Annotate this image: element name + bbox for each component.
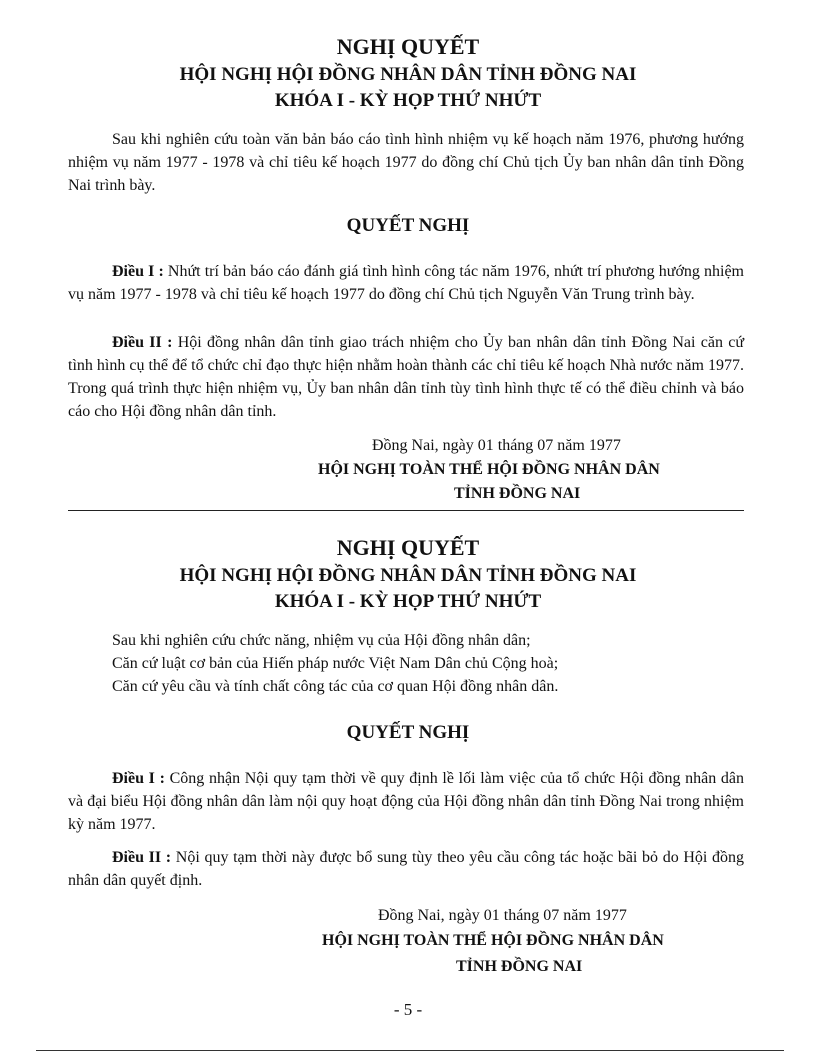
resolution-2-subtitle-session: KHÓA I - KỲ HỌP THỨ NHỨT: [274, 591, 542, 612]
resolution-2-signatory: HỘI NGHỊ TOÀN THỂ HỘI ĐỒNG NHÂN DÂN: [322, 932, 664, 949]
resolution-2-title: NGHỊ QUYẾT: [336, 535, 480, 560]
resolution-1-article-1: Điều I : Nhứt trí bản báo cáo đánh giá tình hình công tác năm 1976, nhứt trí phương hướng nhiệm vụ năm 1977 - 1978 và chỉ tiêu kế hoạch 1977 do đồng chí Chủ tịch Nguyễn Văn Trung trình bày.: [68, 263, 745, 303]
resolution-1-article-2: Điều II : Hội đồng nhân dân tỉnh giao trách nhiệm cho Ủy ban nhân dân tỉnh Đồng Nai căn cứ tình hình cụ thể để tổ chức chỉ đạo thực hiện nhằm hoàn thành các chỉ tiêu kế hoạch Nhà nước năm 1977. Trong quá trình thực hiện nhiệm vụ, Ủy ban nhân dân tỉnh tùy tình hình thực tế có thể điều chỉnh và báo cáo cho Hội đồng nhân dân tỉnh.: [68, 334, 745, 420]
resolution-1-signatory: HỘI NGHỊ TOÀN THỂ HỘI ĐỒNG NHÂN DÂN: [318, 461, 660, 478]
resolution-2-decide-heading: QUYẾT NGHỊ: [346, 722, 470, 743]
resolution-1-signatory-province: TỈNH ĐỒNG NAI: [454, 485, 581, 502]
resolution-2-basis-1: Sau khi nghiên cứu chức năng, nhiệm vụ của Hội đồng nhân dân;: [112, 632, 531, 649]
article-label: Điều I :: [112, 263, 164, 280]
article-label: Điều I :: [112, 770, 165, 787]
resolution-1-intro: Sau khi nghiên cứu toàn văn bản báo cáo tình hình nhiệm vụ kế hoạch năm 1976, phương hướng nhiệm vụ năm 1977 - 1978 và chỉ tiêu kế hoạch 1977 do đồng chí Chủ tịch Ủy ban nhân dân tỉnh Đồng Nai trình bày.: [68, 131, 744, 194]
resolution-2-signatory-province: TỈNH ĐỒNG NAI: [456, 958, 583, 975]
resolution-1-decide-heading: QUYẾT NGHỊ: [346, 215, 470, 236]
section-divider: [68, 510, 744, 511]
resolution-1-subtitle-council: HỘI NGHỊ HỘI ĐỒNG NHÂN DÂN TỈNH ĐỒNG NAI: [179, 64, 637, 85]
resolution-1-subtitle-session: KHÓA I - KỲ HỌP THỨ NHỨT: [274, 90, 542, 111]
article-label: Điều II :: [112, 849, 172, 866]
resolution-2-basis-2: Căn cứ luật cơ bản của Hiến pháp nước Việt Nam Dân chủ Cộng hoà;: [112, 655, 559, 672]
resolution-1-date: Đồng Nai, ngày 01 tháng 07 năm 1977: [372, 437, 621, 454]
resolution-2-subtitle-council: HỘI NGHỊ HỘI ĐỒNG NHÂN DÂN TỈNH ĐỒNG NAI: [179, 565, 637, 586]
article-label: Điều II :: [112, 334, 173, 351]
resolution-2-article-1: Điều I : Công nhận Nội quy tạm thời về quy định lề lối làm việc của tổ chức Hội đồng nhân dân và đại biểu Hội đồng nhân dân làm nội quy hoạt động của Hội đồng nhân dân tỉnh Đồng Nai trong nhiệm kỳ năm 1977.: [68, 770, 745, 833]
resolution-1-title: NGHỊ QUYẾT: [336, 34, 480, 59]
page-bottom-rule: [36, 1050, 784, 1051]
resolution-2-article-2: Điều II : Nội quy tạm thời này được bổ sung tùy theo yêu cầu công tác hoặc bãi bỏ do Hội đồng nhân dân quyết định.: [68, 849, 745, 889]
page-number: - 5 -: [393, 1000, 423, 1019]
resolution-2-basis-3: Căn cứ yêu cầu và tính chất công tác của cơ quan Hội đồng nhân dân.: [112, 678, 559, 695]
resolution-2-date: Đồng Nai, ngày 01 tháng 07 năm 1977: [378, 907, 627, 924]
